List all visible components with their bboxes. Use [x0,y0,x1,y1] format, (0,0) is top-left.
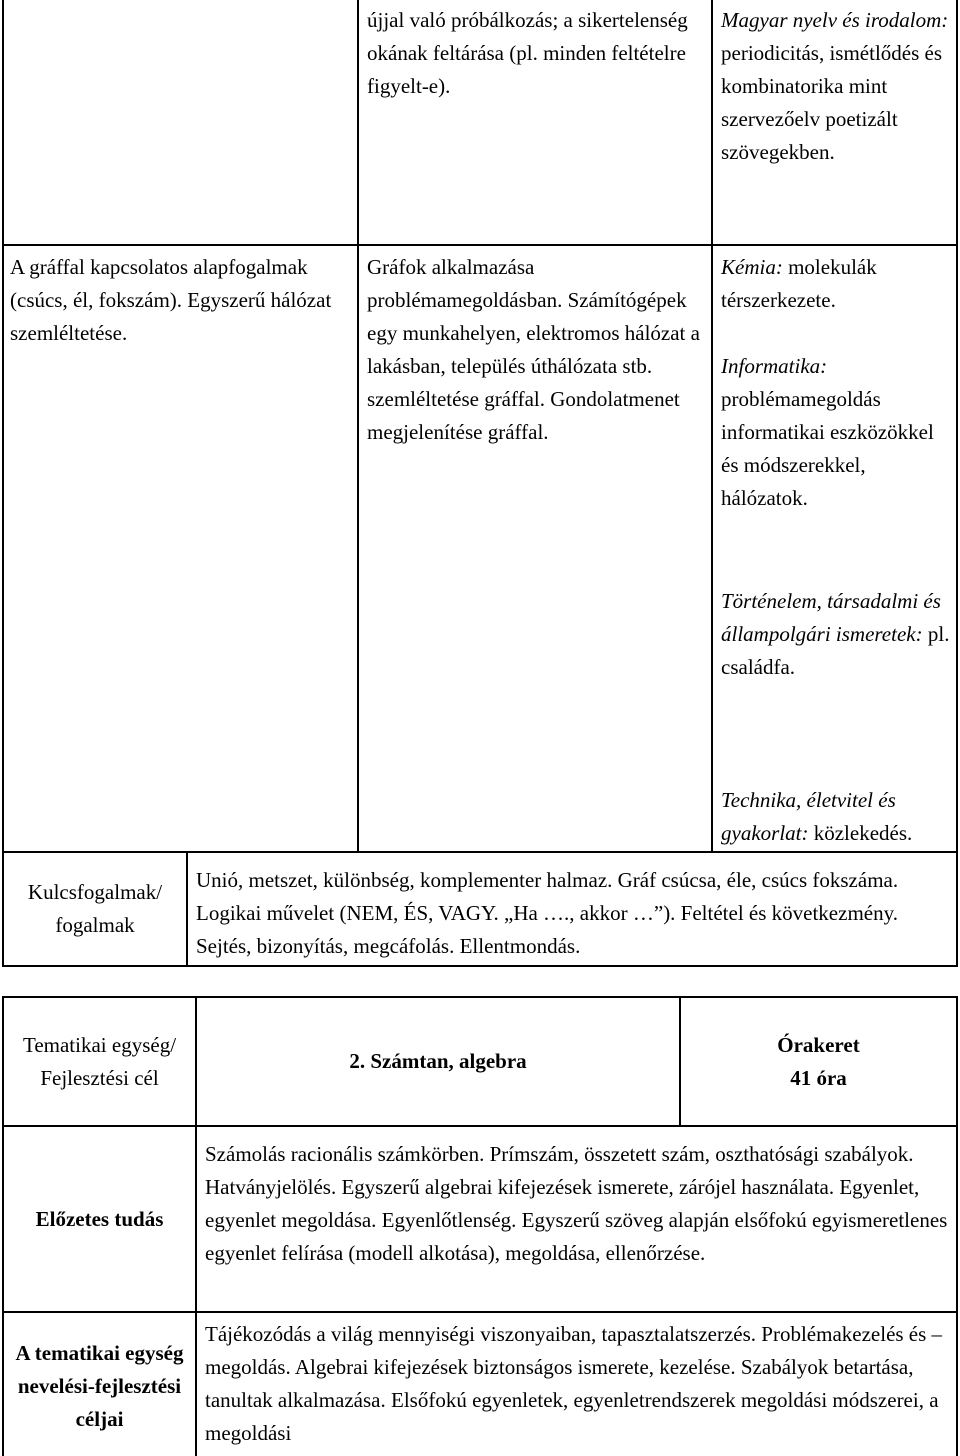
top-table-vline-col3 [711,0,713,852]
orakeret-value: 41 óra [790,1065,847,1090]
celjai-text: Tájékozódás a világ mennyiségi viszonyaiban, tapasztalatszerzés. Problémakezelés és –megoldás. Algebrai kifejezések biztonságos ismerete, kezelése. Szabályok betartása, tanultak alkalmazása. Elsőfokú egyenletek, egyenletrendszerek megoldási módszerei, a megoldási [205,1322,943,1445]
kulcsfogalmak-label-text: Kulcsfogalmak/ fogalmak [27,880,163,937]
bottom-table-vline-right [956,996,958,1456]
informatika-block [721,350,953,515]
elozetes-text: Számolás racionális számkörben. Prímszám, összetett szám, oszthatósági szabályok. Hatványjelölés. Egyszerű algebrai kifejezések ismerete, zárójel használata. Egyenlet, egyenlet megoldása. Egyenlőtlenség. Egyszerű szöveg alapján elsőfokú egyismeretlenes egyenlet felírása (modell alkotása), megoldása, ellenőrzése. [205,1142,948,1265]
informatika-text: problémamegoldás informatikai eszközökkel és módszerekkel, hálózatok. [721,387,934,510]
unit-title [197,998,679,1125]
tematikai-label [4,998,195,1125]
magyar-text: periodicitás, ismétlődés és kombinatorika mint szervezőelv poetizált szövegekben. [721,41,943,164]
subject-magyar: Magyar nyelv és irodalom: [721,8,949,32]
top-table-hline-bottom [2,965,958,967]
celjai-label-text: A tematikai egység nevelési-fejlesztési céljai [15,1340,184,1431]
orakeret [681,998,956,1125]
top-table-hline-row1 [2,244,958,246]
subject-informatika: Informatika: [721,354,828,378]
kulcsfogalmak-text: Unió, metszet, különbség, komplementer halmaz. Gráf csúcsa, éle, csúcs fokszáma. Logikai művelet (NEM, ÉS, VAGY. „Ha …., akkor …”). Feltétel és következmény. Sejtés, bizonyítás, megcáfolás. Ellentmondás. [196,868,899,958]
kulcsfogalmak-label [4,853,186,965]
subject-tortenelem: Történelem, társadalmi és állampolgári ismeretek: [721,589,941,646]
col2-top-text: újjal való próbálkozás; a sikertelenség okának feltárása (pl. minden feltételre figyelt-e). [367,8,688,98]
elozetes-label [4,1127,195,1311]
col3-top-cell [721,4,953,169]
kulcs-vline [186,851,188,966]
elozetes-label-text: Előzetes tudás [35,1206,164,1231]
top-table-vline-col2 [357,0,359,852]
row2-col1-text: A gráffal kapcsolatos alapfogalmak (csúcs, él, fokszám). Egyszerű hálózat szemléltetése. [10,255,332,345]
technika-text: közlekedés. [808,821,913,845]
top-table-vline-left [2,0,4,966]
row2-col2-text: Gráfok alkalmazása problémamegoldásban. Számítógépek egy munkahelyen, elektromos hálózat a lakásban, település úthálózata stb. szemléltetése gráffal. Gondolatmenet megjelenítése gráffal. [367,255,700,444]
subject-technika: Technika, életvitel és gyakorlat: [721,788,896,845]
kemia-block [721,251,953,317]
orakeret-label: Órakeret [777,1032,860,1057]
top-table-vline-right [956,0,958,966]
subject-kemia: Kémia: [721,255,783,279]
tematikai-label-text: Tematikai egység/ Fejlesztési cél [22,1032,177,1090]
tortenelem-block [721,585,953,684]
technika-block [721,784,955,850]
unit-title-text: 2. Számtan, algebra [349,1049,527,1073]
kemia-text: molekulák térszerkezete. [721,255,877,312]
bottom-table-hline-row2 [2,1311,958,1313]
celjai-label [4,1318,195,1454]
tortenelem-text: pl. családfa. [721,622,950,679]
